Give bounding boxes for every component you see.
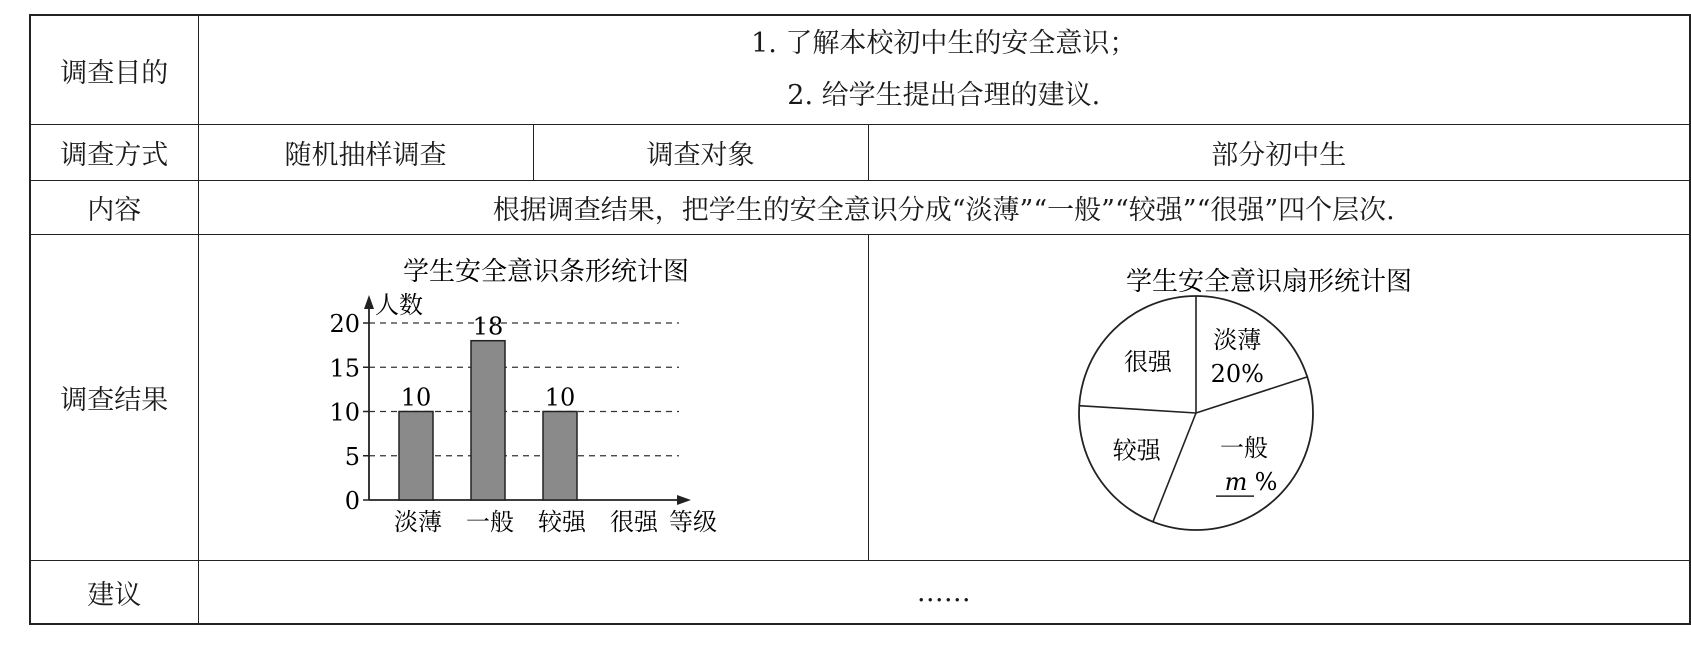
survey-table [29,14,1691,625]
subject-value: 部分初中生 [868,125,1690,181]
y-axis-arrow [364,295,374,309]
content-row [30,181,1690,235]
pie-slice-label: 一般 [1219,434,1268,463]
advice-label: 建议 [30,561,198,625]
bar-一般 [471,341,505,500]
pie-slice-value: 20% [1210,360,1264,389]
pie-chart [869,235,1691,553]
method-value: 随机抽样调查 [198,125,533,181]
x-category-label: 很强 [609,508,658,536]
y-tick-label: 5 [344,442,360,471]
pie-chart-title: 学生安全意识扇形统计图 [1125,267,1412,297]
pie-slice-较强 [1112,437,1161,465]
bar-value-label: 10 [544,383,575,412]
content-label: 内容 [30,181,198,235]
x-axis-label: 等级 [668,508,717,536]
purpose-cell [198,15,1690,125]
purpose-label: 调查目的 [30,15,198,125]
result-label: 调查结果 [30,235,198,561]
pie-slice-border-较强 [1152,413,1195,522]
bar-value-label: 18 [472,312,503,341]
bar-value-label: 10 [400,383,431,412]
bar-较强 [543,412,577,501]
pie-slice-很强 [1123,348,1172,376]
y-axis-label: 人数 [374,291,423,319]
result-row [30,235,1690,561]
purpose-row [30,15,1690,125]
purpose-line-1: 1. 了解本校初中生的安全意识； [751,28,1137,59]
x-category-label: 一般 [465,508,514,536]
pie-slice-value: % [1254,468,1277,497]
pie-slice-label: 很强 [1123,347,1172,376]
pie-slice-border-很强 [1079,406,1196,413]
y-tick-label: 0 [344,487,360,515]
purpose-line-2: 2. 给学生提出合理的建议. [787,80,1101,111]
pie-slice-label: 较强 [1112,436,1161,465]
pie-chart-cell [868,235,1690,561]
y-tick-label: 20 [328,310,360,338]
x-category-label: 较强 [537,508,586,536]
pie-slice-label: 淡薄 [1212,326,1261,355]
x-axis-arrow [677,495,691,505]
bar-chart-title: 学生安全意识条形统计图 [402,257,689,287]
bar-淡薄 [399,412,433,501]
pie-slice-淡薄 [1210,326,1263,388]
subject-label: 调查对象 [533,125,868,181]
survey-sheet [29,14,1689,656]
y-tick-label: 10 [328,398,360,427]
pie-slice-一般 [1216,434,1277,496]
bar-chart [199,235,869,553]
method-label: 调查方式 [30,125,198,181]
advice-text: …… [198,561,1690,625]
bar-chart-cell [198,235,868,561]
advice-row [30,561,1690,625]
method-row [30,125,1690,181]
pie-blank-variable: m [1224,468,1247,497]
x-category-label: 淡薄 [393,508,442,536]
content-text: 根据调查结果，把学生的安全意识分成“淡薄”“一般”“较强”“很强”四个层次. [198,181,1690,235]
y-tick-label: 15 [328,354,360,383]
